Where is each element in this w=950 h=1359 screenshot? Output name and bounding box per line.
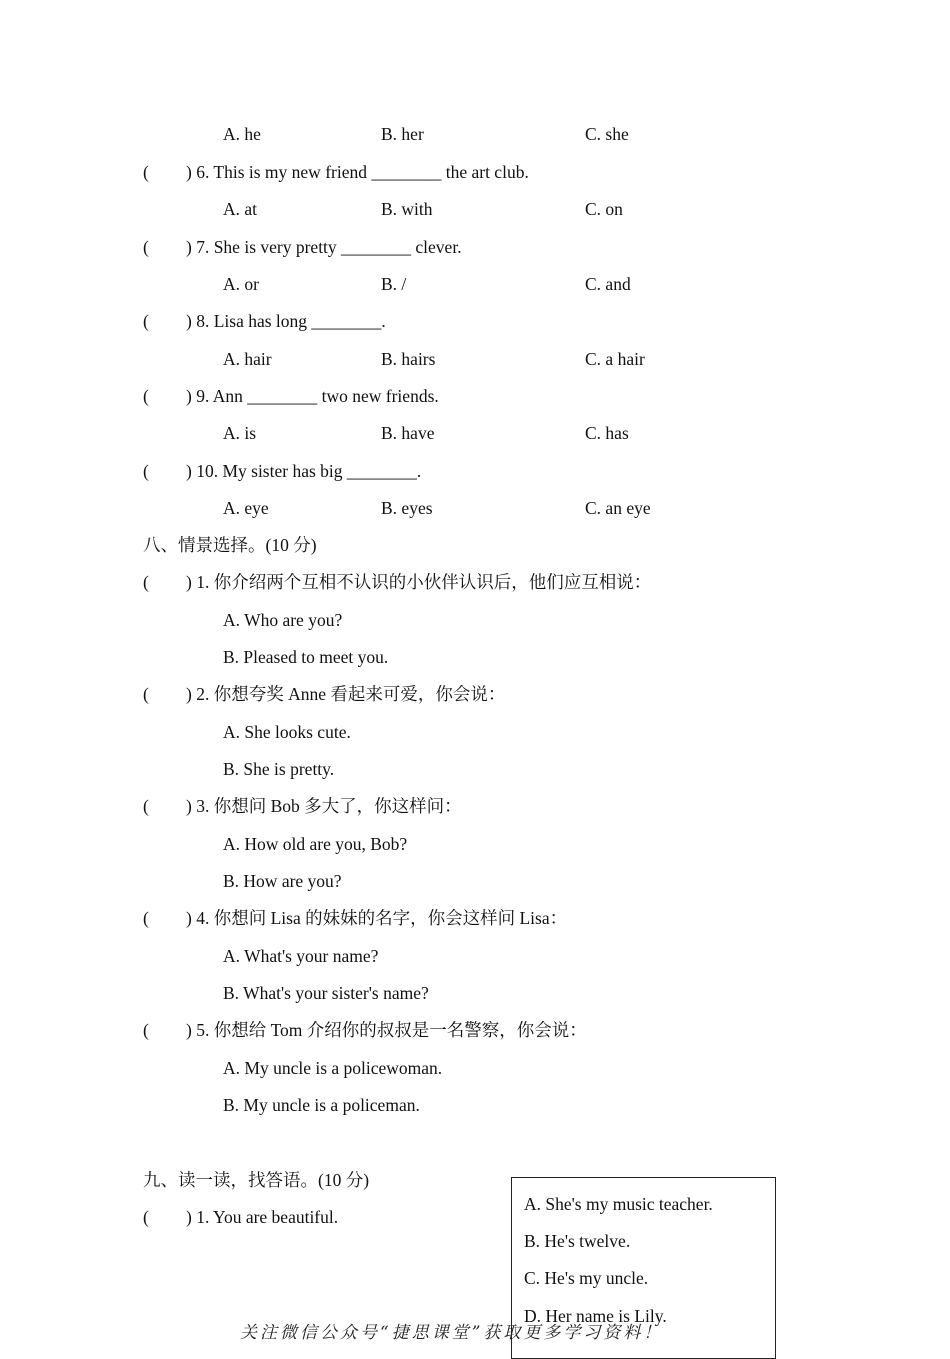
scenario-1-option-b: B. Pleased to meet you.: [223, 647, 389, 667]
q8-option-b: B. hairs: [381, 349, 436, 369]
scenario-2-option-b: B. She is pretty.: [223, 759, 335, 779]
q8-option-c: C. a hair: [585, 349, 645, 369]
answer-paren[interactable]: (: [143, 908, 149, 928]
section-8-heading: 八、情景选择。(10 分): [143, 535, 317, 555]
box-option-c: C. He's my uncle.: [524, 1268, 649, 1288]
question-8: ) 8. Lisa has long ________.: [186, 311, 386, 331]
question-7: ) 7. She is very pretty ________ clever.: [186, 237, 462, 257]
answer-paren[interactable]: (: [143, 1020, 149, 1040]
q5-option-c: C. she: [585, 124, 629, 144]
answer-paren[interactable]: (: [143, 1207, 149, 1227]
answer-paren[interactable]: (: [143, 162, 149, 182]
scenario-question-5: ) 5. 你想给 Tom 介绍你的叔叔是一名警察，你会说：: [186, 1020, 587, 1040]
scenario-3-option-b: B. How are you?: [223, 871, 342, 891]
q5-option-b: B. her: [381, 124, 424, 144]
q6-option-c: C. on: [585, 199, 623, 219]
scenario-1-option-a: A. Who are you?: [223, 610, 343, 630]
scenario-5-option-a: A. My uncle is a policewoman.: [223, 1058, 443, 1078]
q5-option-a: A. he: [223, 124, 261, 144]
q6-option-b: B. with: [381, 199, 433, 219]
scenario-question-4: ) 4. 你想问 Lisa 的妹妹的名字，你会这样问 Lisa：: [186, 908, 568, 928]
q10-option-b: B. eyes: [381, 498, 433, 518]
q9-option-c: C. has: [585, 423, 629, 443]
reading-question-1: ) 1. You are beautiful.: [186, 1207, 339, 1227]
q10-option-a: A. eye: [223, 498, 269, 518]
answer-paren[interactable]: (: [143, 386, 149, 406]
q7-option-a: A. or: [223, 274, 259, 294]
answer-paren[interactable]: (: [143, 684, 149, 704]
scenario-question-2: ) 2. 你想夸奖 Anne 看起来可爱，你会说：: [186, 684, 506, 704]
section-9-heading: 九、读一读，找答语。(10 分): [143, 1170, 370, 1190]
answer-paren[interactable]: (: [143, 572, 149, 592]
question-6: ) 6. This is my new friend ________ the art club.: [186, 162, 529, 182]
scenario-5-option-b: B. My uncle is a policeman.: [223, 1095, 420, 1115]
scenario-4-option-a: A. What's your name?: [223, 946, 379, 966]
q7-option-c: C. and: [585, 274, 631, 294]
question-9: ) 9. Ann ________ two new friends.: [186, 386, 439, 406]
box-option-b: B. He's twelve.: [524, 1231, 631, 1251]
footer-notice: 关注微信公众号“捷思课堂”获取更多学习资料！: [240, 1323, 664, 1343]
answer-paren[interactable]: (: [143, 796, 149, 816]
box-option-d: D. Her name is Lily.: [524, 1306, 667, 1326]
scenario-question-3: ) 3. 你想问 Bob 多大了，你这样问：: [186, 796, 462, 816]
q9-option-b: B. have: [381, 423, 435, 443]
q8-option-a: A. hair: [223, 349, 272, 369]
scenario-question-1: ) 1. 你介绍两个互相不认识的小伙伴认识后，他们应互相说：: [186, 572, 652, 592]
scenario-2-option-a: A. She looks cute.: [223, 722, 351, 742]
box-option-a: A. She's my music teacher.: [524, 1194, 713, 1214]
answer-paren[interactable]: (: [143, 311, 149, 331]
scenario-3-option-a: A. How old are you, Bob?: [223, 834, 408, 854]
q7-option-b: B. /: [381, 274, 407, 294]
question-10: ) 10. My sister has big ________.: [186, 461, 422, 481]
scenario-4-option-b: B. What's your sister's name?: [223, 983, 429, 1003]
q6-option-a: A. at: [223, 199, 258, 219]
answer-paren[interactable]: (: [143, 461, 149, 481]
q10-option-c: C. an eye: [585, 498, 651, 518]
q9-option-a: A. is: [223, 423, 257, 443]
answer-paren[interactable]: (: [143, 237, 149, 257]
